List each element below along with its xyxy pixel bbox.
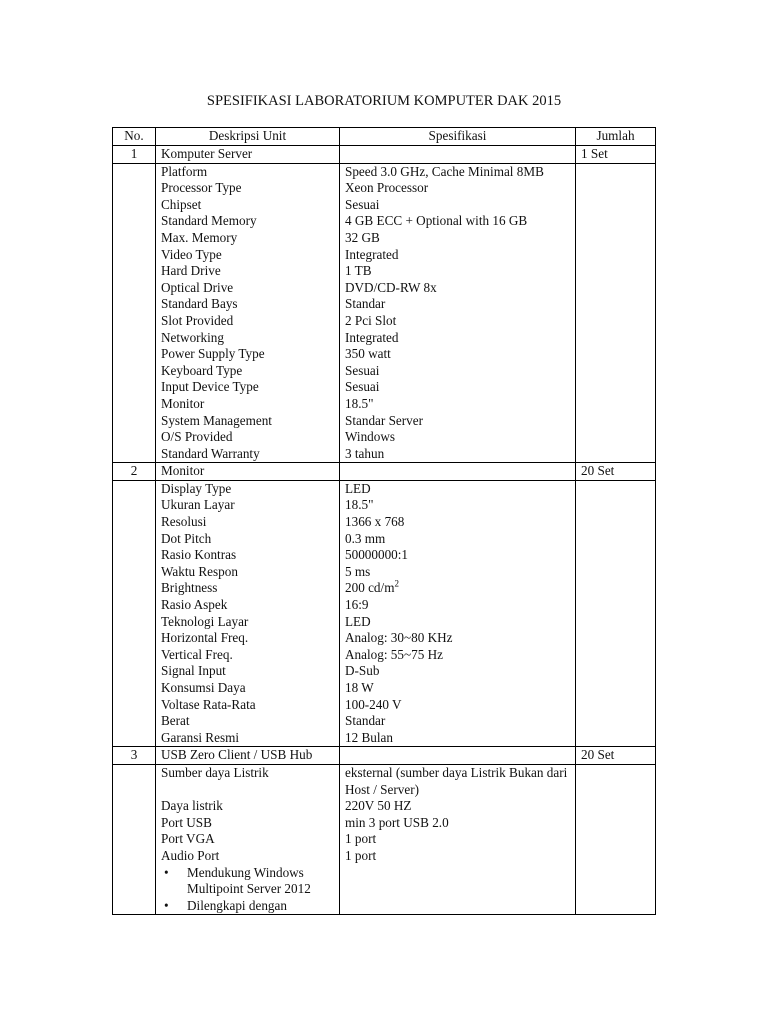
spec-value: Sesuai: [345, 379, 380, 395]
spec-label: Chipset: [161, 196, 202, 212]
unit-spec-block: [113, 764, 656, 914]
spec-value: 16:9: [345, 597, 369, 613]
spec-label: Optical Drive: [161, 279, 234, 295]
spec-label: Teknologi Layar: [161, 613, 249, 629]
spec-value: 5 ms: [345, 563, 371, 579]
spec-value: Sesuai: [345, 196, 380, 212]
bullet-text: Dilengkapi dengan: [187, 897, 287, 913]
page-title: SPESIFIKASI LABORATORIUM KOMPUTER DAK 2015: [206, 93, 562, 109]
spec-value: LED: [345, 480, 371, 496]
spec-label: System Management: [161, 412, 272, 428]
spec-value: 0.3 mm: [345, 530, 386, 546]
spec-value: Integrated: [345, 329, 399, 345]
spec-label: Port VGA: [161, 831, 215, 847]
spec-value: 32 GB: [345, 229, 380, 245]
spec-label: Slot Provided: [161, 312, 234, 328]
spec-block-number-empty: [113, 764, 156, 914]
unit-quantity: 1 Set: [576, 146, 656, 164]
spec-label: Brightness: [161, 580, 218, 596]
unit-number: 1: [113, 146, 156, 164]
spec-labels: [156, 163, 340, 463]
spec-label: Max. Memory: [161, 229, 238, 245]
spec-label: Ukuran Layar: [161, 497, 235, 513]
spec-label: Konsumsi Daya: [161, 680, 246, 695]
spec-value-text: 200 cd/m: [345, 580, 395, 596]
spec-label: Hard Drive: [161, 263, 221, 279]
spec-value: Analog: 55~75 Hz: [345, 646, 443, 662]
unit-spec-block: [113, 163, 656, 463]
spec-labels: [156, 480, 340, 747]
spec-label: Rasio Kontras: [161, 547, 237, 563]
spec-table-body: [113, 146, 656, 915]
spec-value: 3 tahun: [345, 445, 385, 461]
unit-spec-empty: [340, 463, 576, 481]
spec-value: 220V 50 HZ: [345, 798, 412, 814]
spec-value: Sesuai: [345, 362, 380, 378]
spec-table: [112, 127, 656, 915]
unit-name: Komputer Server: [156, 146, 340, 164]
spec-value: Standar: [345, 713, 386, 729]
spec-label: Keyboard Type: [161, 362, 243, 378]
spec-value: Speed 3.0 GHz, Cache Minimal 8MB: [345, 163, 544, 179]
spec-label: Input Device Type: [161, 379, 259, 395]
spec-value: 1 port: [345, 831, 377, 847]
header-desc: Deskripsi Unit: [156, 128, 340, 146]
header-qty: Jumlah: [576, 128, 656, 146]
spec-value: Integrated: [345, 246, 399, 262]
spec-label: Processor Type: [161, 180, 242, 196]
unit-row: [113, 463, 656, 481]
unit-name: Monitor: [156, 463, 340, 481]
spec-label: Waktu Respon: [161, 563, 238, 579]
spec-block-number-empty: [113, 480, 156, 747]
spec-value: 18 W: [345, 680, 374, 695]
spec-bullet-item: [161, 865, 339, 898]
spec-value: min 3 port USB 2.0: [345, 814, 449, 830]
unit-quantity: 20 Set: [576, 463, 656, 481]
spec-label: Resolusi: [161, 514, 207, 530]
spec-value: 1 TB: [345, 263, 372, 279]
spec-value: Windows: [345, 429, 396, 445]
spec-label: Networking: [161, 329, 224, 345]
spec-label: Port USB: [161, 814, 212, 830]
spec-value: 18.5": [345, 395, 374, 411]
spec-block-qty-empty: [576, 480, 656, 747]
spec-value: LED: [345, 613, 371, 629]
spec-label: Display Type: [161, 480, 232, 496]
spec-value: DVD/CD-RW 8x: [345, 279, 437, 295]
spec-value: 2 Pci Slot: [345, 312, 397, 328]
spec-label: O/S Provided: [161, 429, 233, 445]
spec-value: Analog: 30~80 KHz: [345, 630, 453, 646]
spec-label: Dot Pitch: [161, 530, 212, 546]
bullet-text: Mendukung Windows Multipoint Server 2012: [187, 864, 311, 897]
spec-label: Signal Input: [161, 663, 226, 679]
spec-label: Vertical Freq.: [161, 646, 233, 662]
spec-block-qty-empty: [576, 764, 656, 914]
unit-row: [113, 146, 656, 164]
spec-value: Standar Server: [345, 412, 423, 428]
unit-spec-empty: [340, 747, 576, 765]
spec-value: [345, 580, 575, 597]
unit-name: USB Zero Client / USB Hub: [156, 747, 340, 765]
spec-label: Horizontal Freq.: [161, 630, 249, 646]
unit-spec-empty: [340, 146, 576, 164]
header-no: No.: [113, 128, 156, 146]
spec-value: 12 Bulan: [345, 729, 393, 745]
spec-value: 350 watt: [345, 346, 391, 362]
spec-value: Standar: [345, 296, 386, 312]
spec-label: Voltase Rata-Rata: [161, 696, 256, 712]
unit-spec-block: [113, 480, 656, 747]
spec-label: Video Type: [161, 246, 222, 262]
spec-label: Power Supply Type: [161, 346, 265, 362]
spec-labels: [156, 764, 340, 914]
spec-value: 50000000:1: [345, 547, 409, 563]
spec-label: Berat: [161, 713, 190, 729]
spec-label: Sumber daya Listrik: [161, 764, 269, 780]
spec-bullet-item: [161, 898, 339, 915]
spec-value: 1 port: [345, 847, 377, 863]
spec-value: 4 GB ECC + Optional with 16 GB: [345, 213, 528, 229]
spec-label: Rasio Aspek: [161, 597, 228, 613]
header-row: [113, 128, 656, 146]
spec-label: Daya listrik: [161, 798, 223, 814]
unit-superscript: 2: [394, 580, 399, 590]
spec-values: [340, 764, 576, 914]
spec-label: Audio Port: [161, 847, 220, 863]
spec-value: Xeon Processor: [345, 180, 429, 196]
bullet-icon: •: [164, 897, 169, 913]
spec-label: Standard Warranty: [161, 445, 260, 461]
spec-value: 100-240 V: [345, 696, 402, 712]
spec-values: [340, 163, 576, 463]
spec-label: Platform: [161, 163, 208, 179]
spec-value: 1366 x 768: [345, 514, 405, 530]
spec-value: eksternal (sumber daya Listrik Bukan dari Host / Server): [345, 764, 568, 797]
unit-number: 3: [113, 747, 156, 765]
spec-values: [340, 480, 576, 747]
header-spec: Spesifikasi: [340, 128, 576, 146]
spec-value: D-Sub: [345, 663, 380, 679]
spec-value: 18.5": [345, 497, 374, 513]
spec-block-number-empty: [113, 163, 156, 463]
spec-label: Monitor: [161, 395, 205, 411]
bullet-icon: •: [164, 864, 169, 880]
spec-label: Standard Memory: [161, 213, 257, 229]
spec-block-qty-empty: [576, 163, 656, 463]
unit-number: 2: [113, 463, 156, 481]
spec-label: Standard Bays: [161, 296, 238, 312]
unit-quantity: 20 Set: [576, 747, 656, 765]
spec-label: Garansi Resmi: [161, 729, 240, 745]
unit-row: [113, 747, 656, 765]
